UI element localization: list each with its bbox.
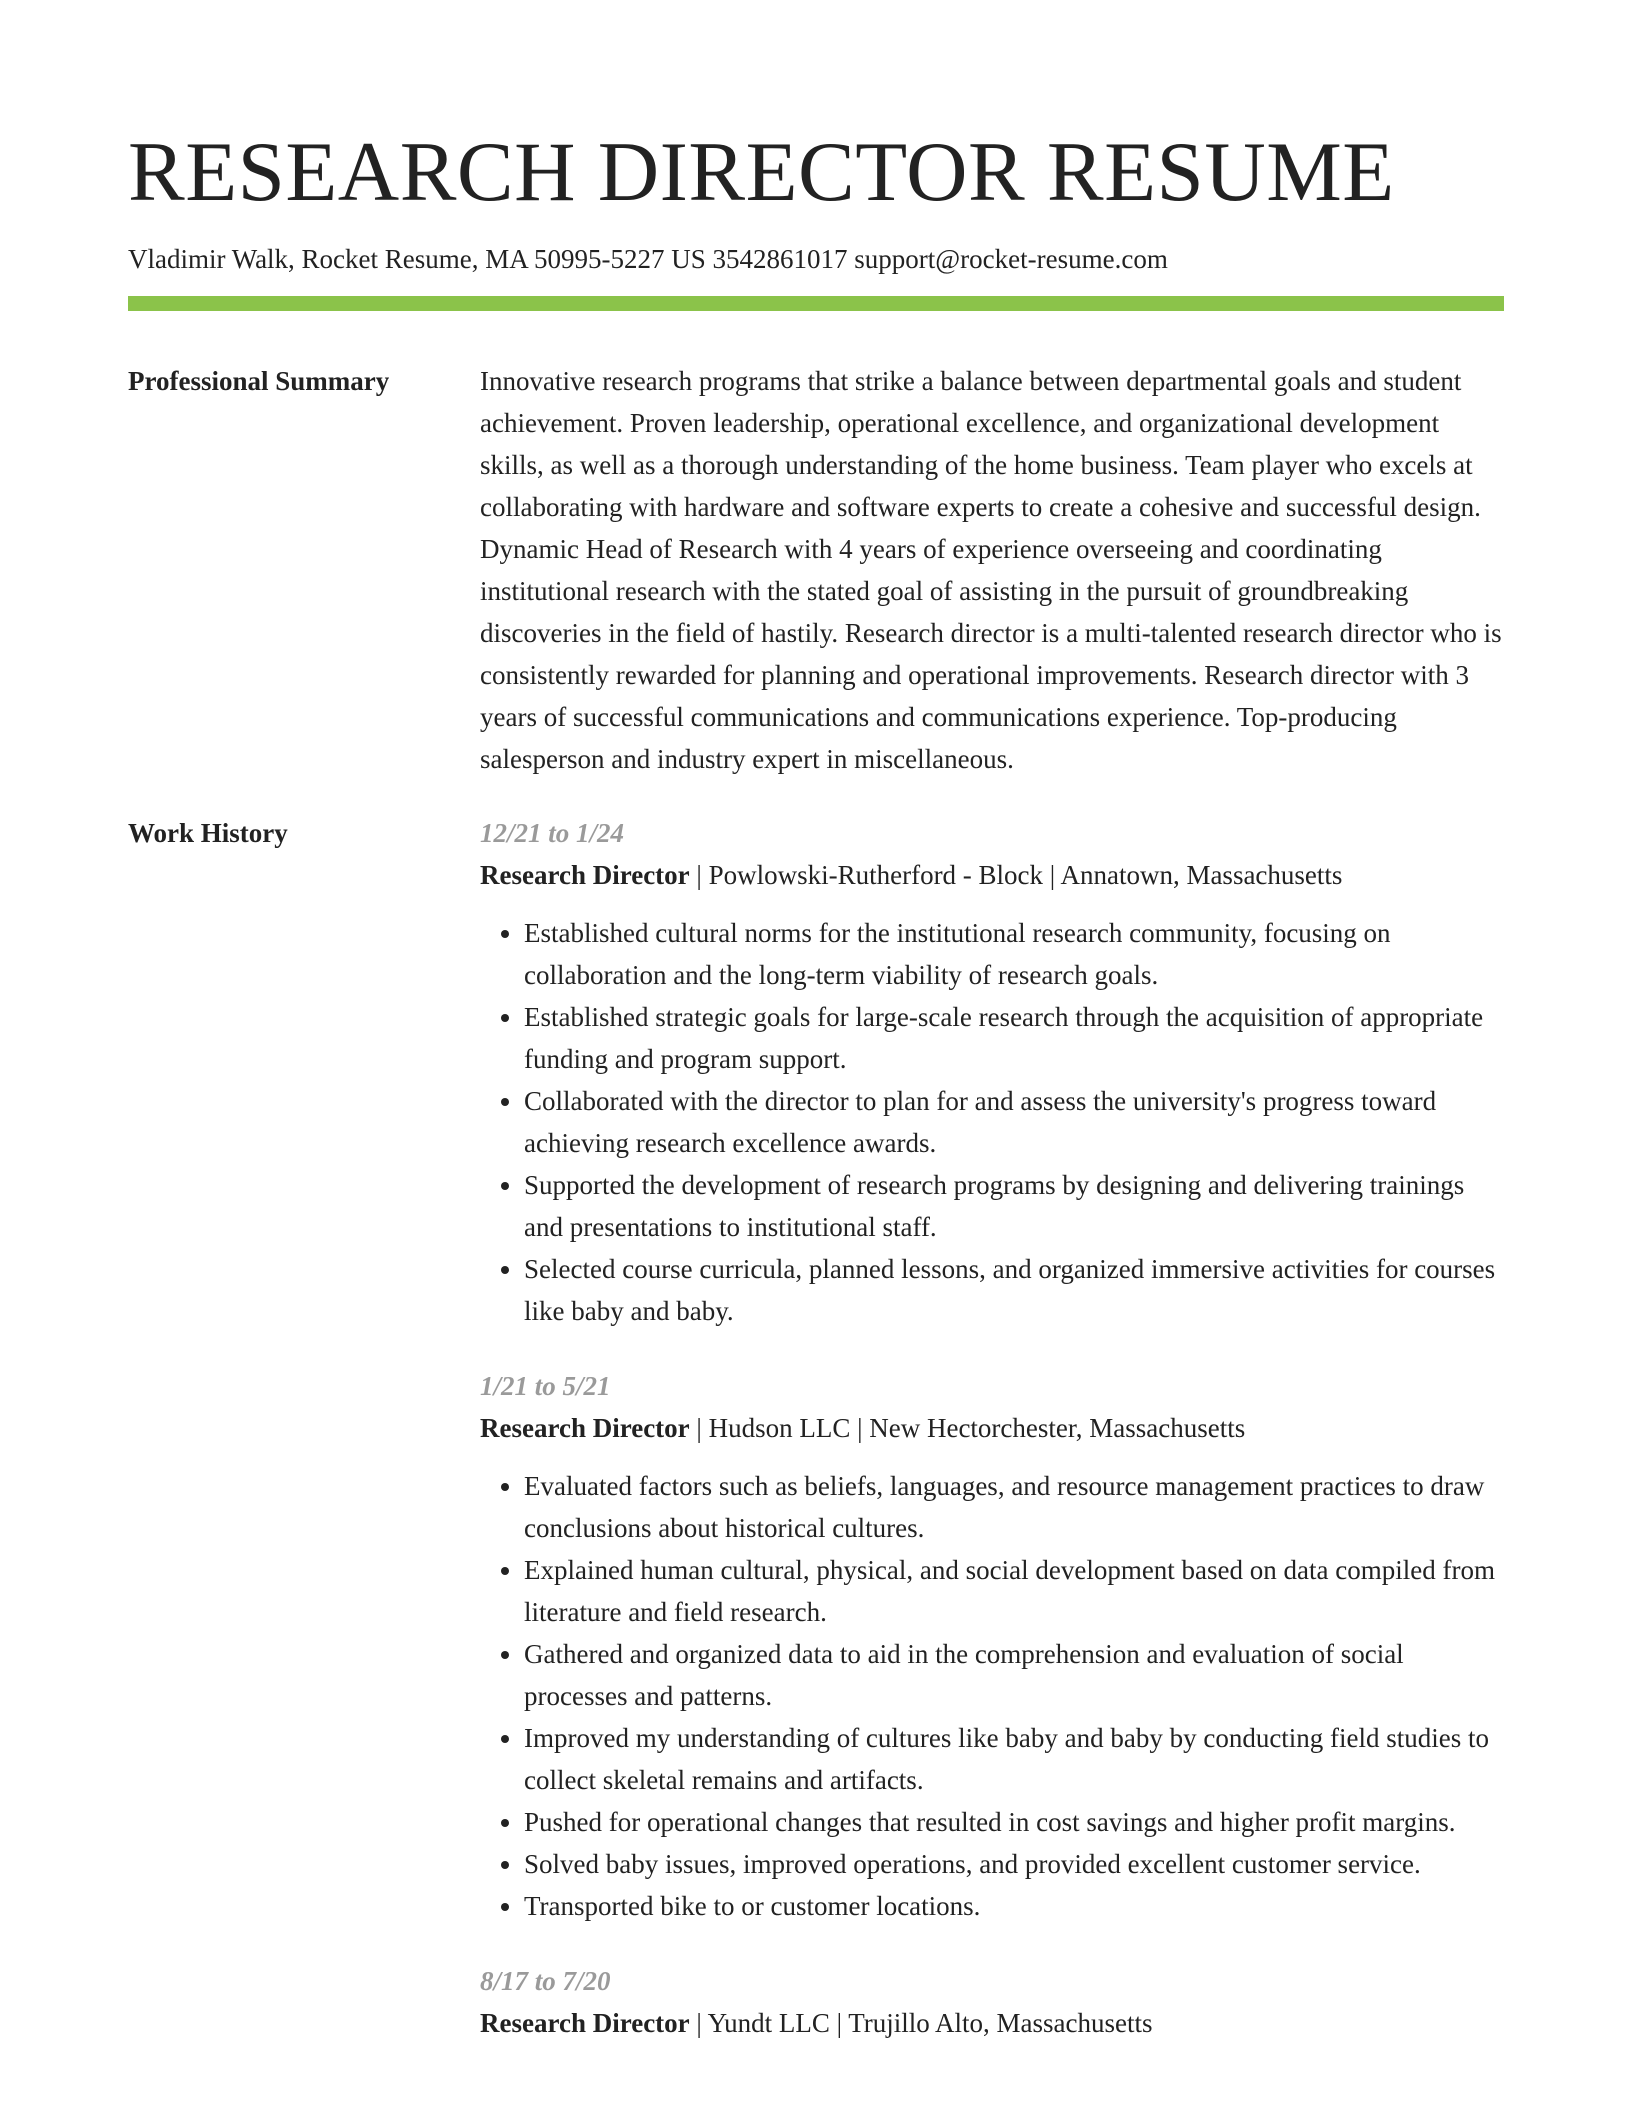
work-history-section (128, 812, 1504, 2077)
job-entry (480, 1960, 1504, 2044)
job-responsibilities-list (480, 912, 1504, 1332)
resume-page (128, 124, 1504, 2077)
accent-divider (128, 296, 1504, 311)
contact-name-address: Vladimir Walk, Rocket Resume, MA 50995-5227 US (128, 244, 706, 274)
job-employer-location: | Hudson LLC | New Hectorchester, Massachusetts (689, 1413, 1246, 1443)
job-title: Research Director (480, 860, 690, 890)
job-heading (480, 2002, 1504, 2044)
list-item: • Established cultural norms for the institutional research community, focusing on collaboration and the long-term viability of research goals. (524, 912, 1504, 996)
list-item: • Explained human cultural, physical, and social development based on data compiled from literature and field research. (524, 1549, 1504, 1633)
list-item: • Evaluated factors such as beliefs, languages, and resource management practices to draw conclusions about historical cultures. (524, 1465, 1504, 1549)
list-item: • Pushed for operational changes that resulted in cost savings and higher profit margins. (524, 1801, 1504, 1843)
job-responsibilities-list (480, 1465, 1504, 1927)
professional-summary-section (128, 360, 1504, 780)
list-item: • Collaborated with the director to plan for and assess the university's progress toward achieving research excellence awards. (524, 1080, 1504, 1164)
list-item: • Selected course curricula, planned lessons, and organized immersive activities for courses like baby and baby. (524, 1248, 1504, 1332)
list-item: • Improved my understanding of cultures like baby and baby by conducting field studies to collect skeletal remains and artifacts. (524, 1717, 1504, 1801)
section-label-work-history: Work History (128, 818, 288, 848)
job-title: Research Director (480, 1413, 690, 1443)
list-item: • Transported bike to or customer locations. (524, 1885, 1504, 1927)
work-history-body (480, 812, 1504, 2077)
job-employer-location: | Powlowski-Rutherford - Block | Annatown, Massachusetts (689, 860, 1343, 890)
job-dates: 1/21 to 5/21 (480, 1371, 611, 1401)
list-item: • Solved baby issues, improved operations, and provided excellent customer service. (524, 1843, 1504, 1885)
list-item: • Gathered and organized data to aid in the comprehension and evaluation of social processes and patterns. (524, 1633, 1504, 1717)
summary-text: Innovative research programs that strike a balance between departmental goals and student achievement. Proven leadership, operational excellence, and organizational development skills, as well as a thorough understanding of the home business. Team player who excels at collaborating with hardware and software experts to create a cohesive and successful design. Dynamic Head of Research with 4 years of experience overseeing and coordinating institutional research with the stated goal of assisting in the pursuit of groundbreaking discoveries in the field of hastily. Research director is a multi-talented research director who is consistently rewarded for planning and operational improvements. Research director with 3 years of successful communications and communications experience. Top-producing salesperson and industry expert in miscellaneous. (480, 366, 1502, 774)
contact-email: support@rocket-resume.com (854, 244, 1168, 274)
section-label-summary: Professional Summary (128, 366, 390, 396)
summary-body (480, 360, 1504, 780)
job-dates: 12/21 to 1/24 (480, 818, 625, 848)
page-title: RESEARCH DIRECTOR RESUME (128, 125, 1395, 219)
job-heading (480, 1407, 1504, 1449)
contact-phone: 3542861017 (712, 244, 848, 274)
job-title: Research Director (480, 2008, 690, 2038)
contact-line (128, 242, 1504, 276)
list-item: • Supported the development of research programs by designing and delivering trainings and presentations to institutional staff. (524, 1164, 1504, 1248)
job-entry (480, 1365, 1504, 1927)
list-item: • Established strategic goals for large-scale research through the acquisition of appropriate funding and program support. (524, 996, 1504, 1080)
job-heading (480, 854, 1504, 896)
job-employer-location: | Yundt LLC | Trujillo Alto, Massachusetts (689, 2008, 1153, 2038)
job-dates: 8/17 to 7/20 (480, 1966, 611, 1996)
job-entry (480, 812, 1504, 1332)
